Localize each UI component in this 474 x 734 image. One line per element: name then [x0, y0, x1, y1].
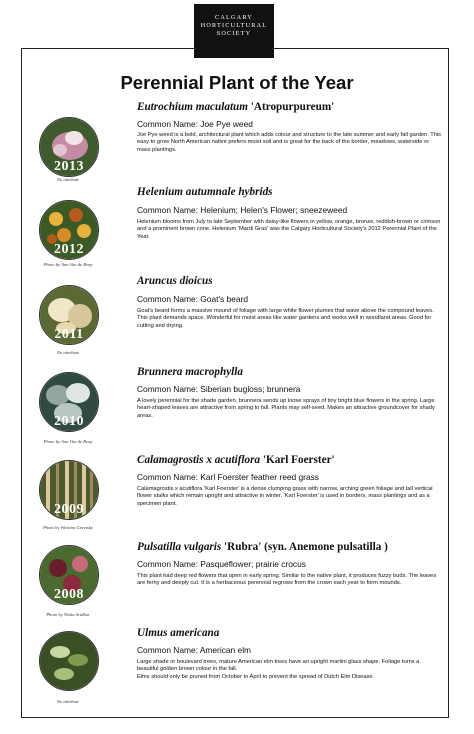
plant-description-line-1: Large shade or boulevard trees, mature American elm trees have an upright martini glass shape. Foliage turns a beautiful golden brown colour in the fall. [137, 659, 420, 673]
plant-photo [39, 460, 99, 520]
scientific-name-italic: Helenium autumnale hybrids [137, 186, 273, 198]
scientific-name-italic: Aruncus dioicus [137, 275, 213, 287]
plant-description: Goat's beard forms a massive mound of foliage with large white flower plumes that wave above the compound leaves. This plant demands space. Wonderful for moist areas like water gardens and works well in woodland areas. Good for cutting and drying. [137, 308, 434, 329]
common-name: Common Name: Joe Pye weed [137, 119, 253, 129]
page-title: Perennial Plant of the Year [120, 72, 354, 93]
photo-credit: Photo by Winston Goretsky [43, 525, 93, 530]
scientific-name-cultivar: 'Rubra' (syn. Anemone pulsatilla ) [221, 541, 388, 553]
common-name: Common Name: American elm [137, 645, 252, 655]
common-name: Common Name: Goat's beard [137, 294, 248, 304]
year-label: 2013 [54, 159, 84, 174]
plant-description [137, 659, 442, 681]
photo-credit: No attribute [56, 350, 80, 355]
scientific-name [137, 454, 335, 466]
plant-description: Helenium blooms from July to late September with daisy-like flowers in yellow, orange, bronze, reddish-brown or crimson and a prominent brown cone. Helenium 'Mardi Gras' was the Calgary Horticultural Society's 2012 Perennial Plant of the Year. [137, 219, 441, 240]
scientific-name [137, 275, 213, 287]
society-logo [194, 4, 274, 58]
scientific-name [137, 101, 334, 113]
scientific-name-italic: Eutrochium maculatum [137, 101, 248, 113]
scientific-name-italic: Ulmus americana [137, 627, 220, 639]
scientific-name [137, 541, 388, 553]
logo-line-2: HORTICULTURAL [200, 22, 268, 30]
scientific-name [137, 186, 273, 198]
plant-photo [39, 285, 99, 345]
scientific-name-italic: Brunnera macrophylla [137, 366, 243, 378]
year-label: 2010 [54, 414, 84, 429]
scientific-name-cultivar: 'Atropurpureum' [247, 101, 335, 113]
scientific-name [137, 366, 243, 378]
scientific-name-italic: Pulsatilla vulgaris [137, 541, 222, 553]
common-name: Common Name: Pasqueflower; prairie crocus [137, 559, 306, 569]
year-label: 2012 [54, 242, 84, 257]
plant-description: This plant had deep red flowers that open in early spring. Similar to the native plant, it produces fuzzy buds. The leaves are ferny and deeply cut. It is a herbaceous perennial regrows from the crown each year to form mounds. [137, 573, 437, 587]
photo-credit: No attribute [56, 699, 80, 704]
common-name: Common Name: Helenium; Helen's Flower; sneezeweed [137, 205, 348, 215]
logo-line-3: SOCIETY [216, 30, 252, 38]
scientific-name-italic: Calamagrostis x acutiflora [137, 454, 261, 466]
scientific-name-cultivar: 'Karl Foerster' [260, 454, 335, 466]
plant-photo [39, 372, 99, 432]
plant-description-line-2: Elms should only be pruned from October to April to prevent the spread of Dutch Elm Disease. [137, 673, 375, 680]
plant-photo [39, 631, 99, 691]
logo-line-1: CALGARY [215, 14, 253, 21]
plant-photo [39, 200, 99, 260]
plant-description: Calamagrostis x acutiflora 'Karl Foerster' is a dense clumping grass with narrow, arching green foliage and tall vertical flower stalks which remain upright and attractive in winter. 'Karl Foerster' is used in borders, mass plantings and as a specimen plant. [137, 486, 433, 507]
plant-description: Joe Pye weed is a bold, architectural plant which adds colour and structure to the late summer and early fall garden. This easy to grow North American native prefers moist soil and is great for the back of the border, meadows, waterside or mass plantings. [137, 132, 442, 153]
plant-description: A lovely perennial for the shade garden, brunnera sends up loose sprays of tiny bright blue flowers in the spring. Large heart-shaped leaves are attractive from spring to fall. Plants may self-seed. Makes an attractive groundcover for shady areas. [137, 398, 435, 419]
photo-credit: Photo by Nisha Sridhar [46, 612, 90, 617]
scientific-name [137, 627, 219, 639]
plant-photo [39, 117, 99, 177]
year-label: 2009 [54, 502, 84, 517]
photo-credit: Photo by Ann Van de Reep [43, 439, 93, 444]
common-name: Common Name: Karl Foerster feather reed grass [137, 472, 319, 482]
photo-credit: No attribute [56, 177, 80, 182]
common-name: Common Name: Siberian bugloss; brunnera [137, 384, 301, 394]
year-label: 2011 [54, 327, 84, 342]
year-label: 2008 [54, 587, 84, 602]
photo-credit: Photo by Ann Van de Reep [43, 262, 93, 267]
plant-photo [39, 545, 99, 605]
plant-photo-graphic [40, 632, 98, 690]
